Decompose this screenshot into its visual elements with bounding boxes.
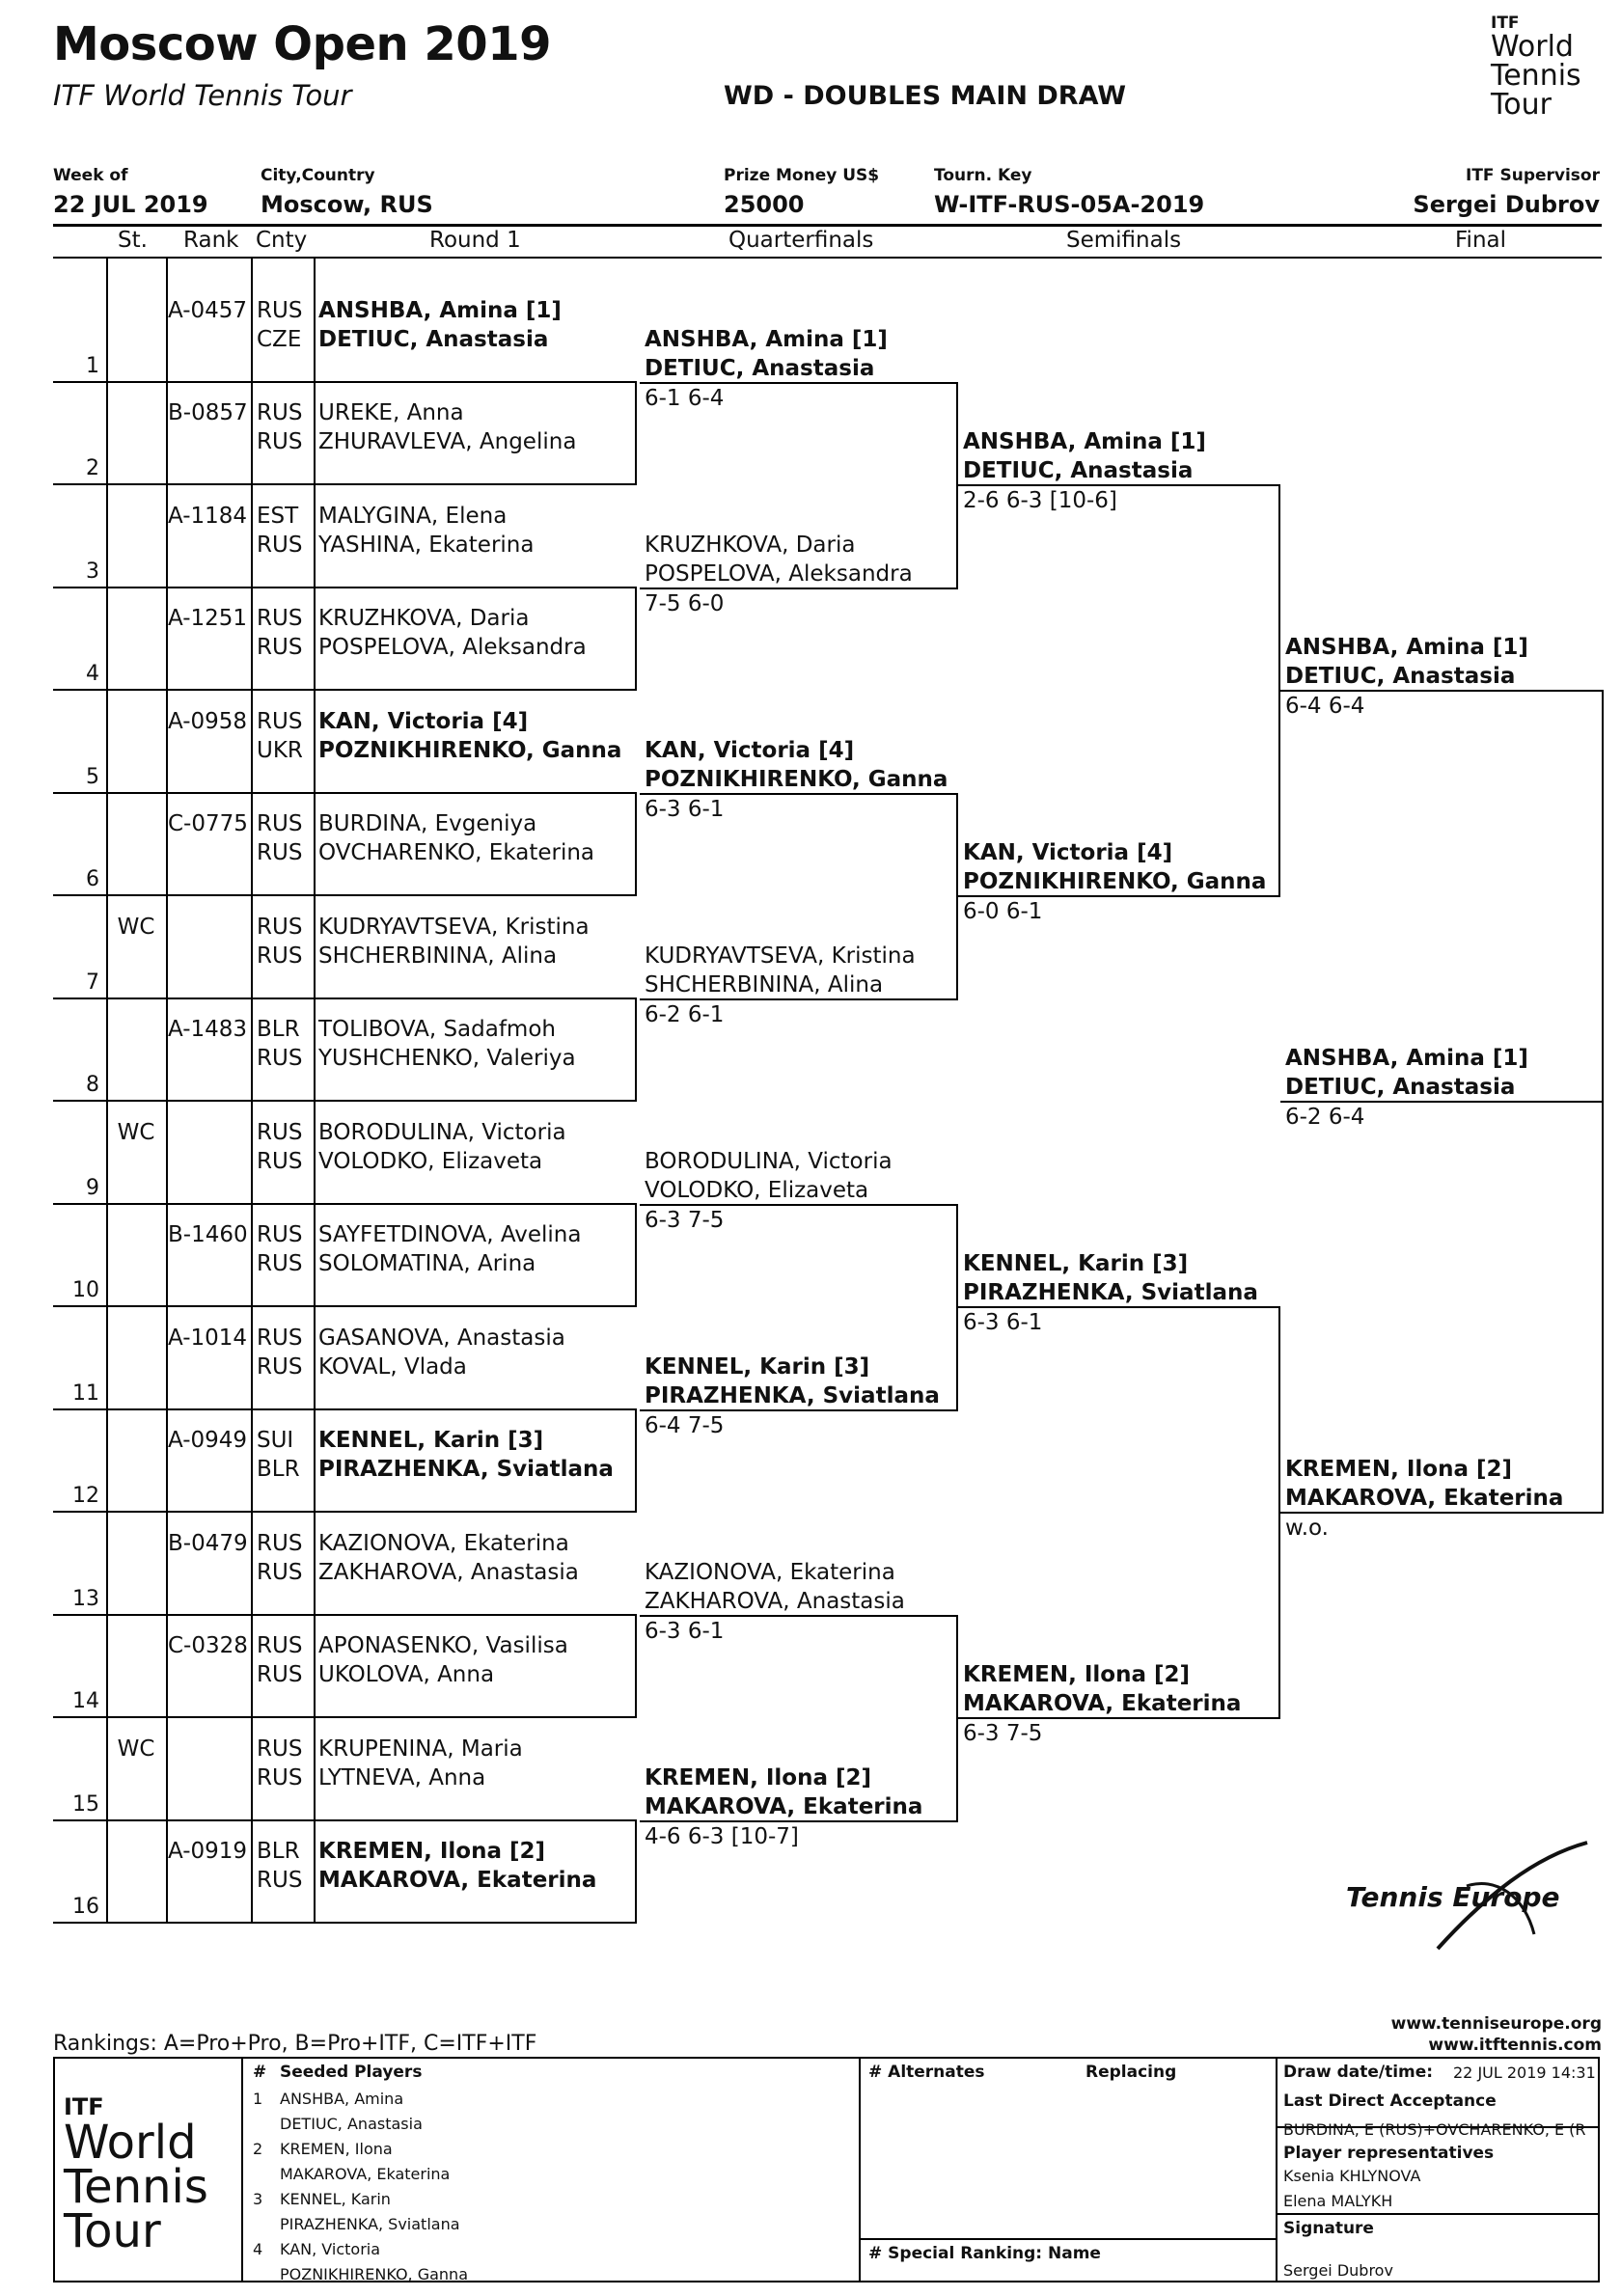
entry-row-line (53, 381, 637, 383)
entry-country-2: RUS (257, 1046, 303, 1071)
entry-country-2: RUS (257, 1353, 303, 1380)
week-value: 22 JUL 2019 (53, 191, 208, 218)
entry-player-2[interactable]: POSPELOVA, Aleksandra (318, 635, 587, 660)
entry-rank: A-0457 (168, 297, 248, 323)
final-player-1[interactable]: ANSHBA, Amina [1] (1285, 635, 1528, 660)
entry-rank: A-1251 (168, 606, 248, 631)
sf-line (958, 484, 1280, 486)
entry-player-1[interactable]: APONASENKO, Vasilisa (318, 1633, 568, 1658)
logo-line3: Tour (1491, 88, 1552, 122)
entry-country-1: RUS (257, 914, 303, 940)
qf-score: 6-1 6-4 (645, 385, 725, 411)
entry-row-line (53, 1203, 637, 1205)
entry-player-1[interactable]: KRUZHKOVA, Daria (318, 606, 530, 631)
entry-number: 16 (72, 1895, 99, 1919)
entry-number: 10 (72, 1278, 99, 1302)
qf-score: 6-4 7-5 (645, 1412, 725, 1438)
final-line (1280, 690, 1604, 692)
entry-country-2: RUS (257, 635, 303, 660)
sf-score: 6-3 6-1 (963, 1310, 1043, 1335)
tourn-key-label: Tourn. Key (934, 166, 1032, 185)
reps-label: Player representatives (1283, 2144, 1495, 2163)
winner-player-2[interactable]: DETIUC, Anastasia (1285, 1075, 1516, 1100)
entry-player-2[interactable]: LYTNEVA, Anna (318, 1764, 486, 1790)
qf-player-1[interactable]: ANSHBA, Amina [1] (645, 326, 888, 352)
draw-name: WD - DOUBLES MAIN DRAW (724, 81, 1127, 111)
seed-number: 4 (253, 2240, 263, 2258)
entry-rank: A-0949 (168, 1428, 248, 1453)
qf-player-1[interactable]: KRUZHKOVA, Daria (645, 532, 856, 558)
qf-player-2[interactable]: POSPELOVA, Aleksandra (645, 560, 913, 587)
entry-country-2: RUS (257, 1662, 303, 1687)
last-direct-label: Last Direct Acceptance (1283, 2091, 1497, 2111)
entry-number: 3 (86, 559, 99, 584)
qf-line (640, 1409, 958, 1411)
entry-country-2: CZE (257, 326, 302, 352)
entry-player-1[interactable]: GASANOVA, Anastasia (318, 1325, 565, 1351)
tournament-title: Moscow Open 2019 (53, 17, 551, 71)
round1-connector (635, 999, 637, 1103)
itf-footer-logo (64, 2093, 247, 2258)
winner-player-1[interactable]: ANSHBA, Amina [1] (1285, 1046, 1528, 1071)
footer-logo-itf: ITF (64, 2093, 104, 2120)
footer-divider-3 (1276, 2057, 1278, 2282)
qf-player-2[interactable]: SHCHERBININA, Alina (645, 971, 884, 998)
itf-world-tennis-tour-logo (1491, 14, 1607, 120)
entry-row-line (53, 1922, 637, 1924)
draw-datetime-value: 22 JUL 2019 14:31 (1453, 2064, 1596, 2082)
entry-player-1[interactable]: BORODULINA, Victoria (318, 1119, 566, 1145)
qf-line (640, 1820, 958, 1822)
entry-row-line (53, 1408, 637, 1410)
footer-logo-line1: World (64, 2116, 197, 2170)
qf-line (640, 1615, 958, 1617)
entry-country-1: RUS (257, 400, 303, 425)
entry-row-line (53, 792, 637, 794)
special-ranking-header: # Special Ranking: Name (868, 2244, 1101, 2263)
qf-line (640, 382, 958, 384)
round1-connector (635, 588, 637, 692)
entry-row-line (53, 1819, 637, 1821)
qf-score: 6-3 6-1 (645, 796, 725, 822)
col-header-final: Final (1455, 228, 1507, 253)
sf-player-1[interactable]: KENNEL, Karin [3] (963, 1251, 1189, 1276)
round1-connector (635, 1821, 637, 1925)
replacing-header: Replacing (1085, 2063, 1177, 2082)
url-itftennis[interactable]: www.itftennis.com (1428, 2036, 1602, 2055)
sf-score: 2-6 6-3 [10-6] (963, 488, 1117, 513)
entry-row-line (53, 1511, 637, 1513)
seed-number: 3 (253, 2190, 263, 2208)
column-header-divider (53, 257, 1602, 259)
entry-rank: A-0919 (168, 1839, 248, 1864)
tourn-key-value: W-ITF-RUS-05A-2019 (934, 191, 1205, 218)
entry-country-1: EST (257, 503, 299, 529)
col-header-cnty: Cnty (256, 228, 308, 253)
entry-player-1[interactable]: KRUPENINA, Maria (318, 1736, 523, 1762)
entry-rank: C-0775 (168, 811, 248, 836)
entry-country-2: RUS (257, 1148, 303, 1174)
qf-line (640, 1204, 958, 1206)
qf-player-1[interactable]: BORODULINA, Victoria (645, 1148, 893, 1174)
prize-label: Prize Money US$ (724, 166, 880, 185)
col-header-st: St. (118, 228, 148, 253)
qf-score: 6-3 6-1 (645, 1618, 725, 1644)
grid-col-divider-0 (106, 259, 108, 1924)
entry-number: 9 (86, 1175, 99, 1200)
winner-score: 6-2 6-4 (1285, 1105, 1365, 1130)
tennis-europe-swoosh-icon (1428, 1838, 1592, 1954)
entry-country-1: BLR (257, 1017, 300, 1042)
entry-country-1: RUS (257, 1530, 303, 1556)
qf-player-2[interactable]: POZNIKHIRENKO, Ganna (645, 766, 948, 792)
entry-country-1: BLR (257, 1839, 300, 1864)
entry-number: 6 (86, 867, 99, 891)
qf-player-1[interactable]: KAZIONOVA, Ekaterina (645, 1559, 895, 1585)
entry-player-2[interactable]: PIRAZHENKA, Sviatlana (318, 1457, 614, 1482)
final-line (1280, 1512, 1604, 1514)
qf-player-2[interactable]: VOLODKO, Elizaveta (645, 1177, 869, 1203)
sf-player-1[interactable]: ANSHBA, Amina [1] (963, 429, 1206, 454)
sf-score: 6-0 6-1 (963, 899, 1043, 924)
entry-row-line (53, 689, 637, 691)
seed-player: MAKAROVA, Ekaterina (280, 2165, 451, 2183)
entry-country-2: RUS (257, 429, 303, 454)
entry-rank: B-1460 (168, 1222, 248, 1247)
entry-country-1: RUS (257, 811, 303, 836)
entry-player-1[interactable]: KUDRYAVTSEVA, Kristina (318, 914, 590, 940)
entry-row-line (53, 1305, 637, 1307)
entry-rank: B-0857 (168, 400, 248, 425)
entry-player-1[interactable]: KREMEN, Ilona [2] (318, 1839, 546, 1864)
seed-player: DETIUC, Anastasia (280, 2115, 423, 2133)
entry-country-1: RUS (257, 1325, 303, 1351)
entry-player-2[interactable]: SOLOMATINA, Arina (318, 1251, 536, 1276)
entry-player-1[interactable]: KENNEL, Karin [3] (318, 1428, 544, 1453)
logo-line1: World (1491, 30, 1574, 64)
qf-player-1[interactable]: KREMEN, Ilona [2] (645, 1764, 872, 1790)
seed-player: KAN, Victoria (280, 2240, 381, 2258)
sf-line (958, 1717, 1280, 1719)
entry-country-2: RUS (257, 1251, 303, 1276)
entry-status: WC (117, 1736, 155, 1762)
entry-rank: A-0958 (168, 708, 248, 734)
entry-country-1: RUS (257, 1736, 303, 1762)
sf-line (958, 1306, 1280, 1308)
rep-1: Ksenia KHLYNOVA (1283, 2167, 1421, 2185)
rep-2: Elena MALYKH (1283, 2192, 1393, 2210)
qf-player-1[interactable]: KENNEL, Karin [3] (645, 1353, 870, 1380)
entry-country-1: RUS (257, 1119, 303, 1145)
round1-connector (635, 1616, 637, 1719)
col-header-round1: Round 1 (429, 228, 521, 253)
entry-player-2[interactable]: KOVAL, Vlada (318, 1353, 467, 1380)
entry-player-1[interactable]: ANSHBA, Amina [1] (318, 297, 562, 323)
qf-score: 6-3 7-5 (645, 1207, 725, 1233)
entry-row-line (53, 483, 637, 485)
qf-score: 4-6 6-3 [10-7] (645, 1823, 799, 1849)
qf-line (640, 793, 958, 795)
entry-number: 4 (86, 662, 99, 686)
prize-value: 25000 (724, 191, 805, 218)
entry-status: WC (117, 1119, 155, 1145)
col-header-rank: Rank (183, 228, 239, 253)
qf-player-2[interactable]: MAKAROVA, Ekaterina (645, 1793, 923, 1819)
entry-country-1: SUI (257, 1428, 294, 1453)
signature-value: Sergei Dubrov (1283, 2261, 1393, 2280)
entry-number: 14 (72, 1689, 99, 1713)
last-direct-value: BURDINA, E (RUS)+OVCHARENKO, E (R (1283, 2120, 1586, 2139)
city-value: Moscow, RUS (261, 191, 433, 218)
entry-player-2[interactable]: POZNIKHIRENKO, Ganna (318, 737, 622, 763)
tournament-subtitle: ITF World Tennis Tour (53, 79, 352, 112)
entry-player-2[interactable]: OVCHARENKO, Ekaterina (318, 840, 595, 865)
footer-logo-line2: Tennis (64, 2160, 208, 2214)
qf-score: 6-2 6-1 (645, 1001, 725, 1027)
sf-player-1[interactable]: KREMEN, Ilona [2] (963, 1662, 1191, 1687)
entry-row-line (53, 894, 637, 896)
qf-player-1[interactable]: KAN, Victoria [4] (645, 737, 855, 763)
qf-player-1[interactable]: KUDRYAVTSEVA, Kristina (645, 943, 916, 969)
seeded-header: Seeded Players (280, 2063, 423, 2082)
grid-col-divider-3 (314, 259, 316, 1924)
entry-player-1[interactable]: BURDINA, Evgeniya (318, 811, 537, 836)
footer-divider-2 (859, 2057, 861, 2282)
alternates-header: # Alternates (868, 2063, 985, 2082)
final-score: 6-4 6-4 (1285, 694, 1365, 719)
entry-rank: A-1014 (168, 1325, 248, 1351)
qf-player-2[interactable]: ZAKHAROVA, Anastasia (645, 1588, 905, 1614)
rankings-legend: Rankings: A=Pro+Pro, B=Pro+ITF, C=ITF+ITF (53, 2032, 537, 2056)
week-label: Week of (53, 166, 128, 185)
tennis-europe-text: Tennis Europe (1346, 1881, 1560, 1913)
entry-status: WC (117, 914, 155, 940)
entry-country-2: UKR (257, 737, 303, 763)
entry-country-2: RUS (257, 1764, 303, 1790)
sf-player-2[interactable]: DETIUC, Anastasia (963, 458, 1194, 483)
entry-player-2[interactable]: DETIUC, Anastasia (318, 326, 549, 352)
entry-player-2[interactable]: ZAKHAROVA, Anastasia (318, 1559, 579, 1585)
entry-number: 11 (72, 1380, 99, 1406)
seed-player: KREMEN, Ilona (280, 2140, 393, 2158)
winner-line (1280, 1101, 1602, 1103)
entry-player-2[interactable]: YASHINA, Ekaterina (318, 532, 535, 558)
supervisor-label: ITF Supervisor (1466, 166, 1600, 185)
entry-number: 1 (86, 353, 99, 378)
entry-player-1[interactable]: TOLIBOVA, Sadafmoh (318, 1017, 556, 1042)
supervisor-value: Sergei Dubrov (1413, 191, 1600, 218)
sf-line (958, 895, 1280, 897)
grid-col-divider-2 (251, 259, 253, 1924)
entry-number: 7 (86, 970, 99, 995)
final-player-2[interactable]: DETIUC, Anastasia (1285, 664, 1516, 689)
round1-connector (635, 794, 637, 897)
entry-row-line (53, 1614, 637, 1616)
entry-number: 8 (86, 1073, 99, 1097)
final-score: w.o. (1285, 1516, 1329, 1541)
sf-player-1[interactable]: KAN, Victoria [4] (963, 840, 1173, 865)
entry-row-line (53, 998, 637, 999)
entry-country-2: RUS (257, 840, 303, 865)
entry-player-2[interactable]: VOLODKO, Elizaveta (318, 1148, 543, 1174)
entry-player-2[interactable]: ZHURAVLEVA, Angelina (318, 429, 577, 454)
entry-country-1: RUS (257, 708, 303, 734)
seed-player: PIRAZHENKA, Sviatlana (280, 2215, 460, 2233)
city-label: City,Country (261, 166, 375, 185)
entry-country-2: RUS (257, 943, 303, 969)
qf-score: 7-5 6-0 (645, 590, 725, 616)
seed-number: 2 (253, 2140, 263, 2158)
entry-country-1: RUS (257, 1633, 303, 1658)
footer-divider-special (859, 2238, 1276, 2240)
entry-player-1[interactable]: KAZIONOVA, Ekaterina (318, 1530, 569, 1556)
entry-rank: C-0328 (168, 1633, 248, 1658)
logo-line2: Tennis (1491, 59, 1581, 93)
entry-country-1: RUS (257, 1222, 303, 1247)
draw-datetime-label: Draw date/time: (1283, 2063, 1434, 2082)
round1-connector (635, 383, 637, 486)
col-header-quarterfinals: Quarterfinals (728, 228, 874, 253)
entry-row-line (53, 1716, 637, 1718)
entry-rank: A-1483 (168, 1017, 248, 1042)
entry-player-2[interactable]: SHCHERBININA, Alina (318, 943, 558, 969)
entry-country-2: RUS (257, 1868, 303, 1893)
seed-player: KENNEL, Karin (280, 2190, 391, 2208)
col-header-semifinals: Semifinals (1066, 228, 1182, 253)
entry-player-2[interactable]: UKOLOVA, Anna (318, 1662, 495, 1687)
entry-country-2: RUS (257, 1559, 303, 1585)
entry-player-2[interactable]: MAKAROVA, Ekaterina (318, 1868, 597, 1893)
entry-country-2: RUS (257, 532, 303, 558)
entry-country-1: RUS (257, 606, 303, 631)
seeded-hash: # (253, 2063, 267, 2082)
qf-line (640, 588, 958, 589)
entry-number: 15 (72, 1791, 99, 1817)
entry-rank: B-0479 (168, 1530, 248, 1556)
entry-player-1[interactable]: UREKE, Anna (318, 400, 464, 425)
seed-player: ANSHBA, Amina (280, 2090, 404, 2108)
sf-score: 6-3 7-5 (963, 1721, 1043, 1746)
seed-player: POZNIKHIRENKO, Ganna (280, 2265, 468, 2283)
signature-label: Signature (1283, 2219, 1374, 2238)
seed-number: 1 (253, 2090, 263, 2108)
entry-number: 13 (72, 1586, 99, 1611)
round1-connector (635, 1205, 637, 1308)
url-tenniseurope[interactable]: www.tenniseurope.org (1390, 2014, 1602, 2034)
entry-player-1[interactable]: MALYGINA, Elena (318, 503, 508, 529)
qf-line (640, 998, 958, 1000)
entry-row-line (53, 1100, 637, 1102)
footer-divider-reps (1276, 2213, 1600, 2215)
round1-connector (635, 1410, 637, 1514)
final-player-2[interactable]: MAKAROVA, Ekaterina (1285, 1486, 1564, 1511)
final-player-1[interactable]: KREMEN, Ilona [2] (1285, 1457, 1513, 1482)
entry-country-1: RUS (257, 297, 303, 323)
qf-player-2[interactable]: PIRAZHENKA, Sviatlana (645, 1382, 940, 1408)
footer-logo-line3: Tour (64, 2204, 161, 2258)
entry-player-1[interactable]: SAYFETDINOVA, Avelina (318, 1222, 582, 1247)
header-divider (53, 224, 1602, 227)
entry-number: 12 (72, 1484, 99, 1508)
entry-rank: A-1184 (168, 503, 248, 529)
entry-number: 5 (86, 764, 99, 789)
qf-player-2[interactable]: DETIUC, Anastasia (645, 355, 875, 381)
sf-player-2[interactable]: PIRAZHENKA, Sviatlana (963, 1280, 1258, 1305)
sf-player-2[interactable]: MAKAROVA, Ekaterina (963, 1691, 1242, 1716)
sf-player-2[interactable]: POZNIKHIRENKO, Ganna (963, 869, 1267, 894)
final-connector (1602, 691, 1604, 1513)
entry-number: 2 (86, 456, 99, 480)
entry-player-2[interactable]: YUSHCHENKO, Valeriya (318, 1046, 576, 1071)
entry-country-2: BLR (257, 1457, 300, 1482)
entry-row-line (53, 587, 637, 588)
logo-itf-text: ITF (1491, 14, 1520, 33)
entry-player-1[interactable]: KAN, Victoria [4] (318, 708, 529, 734)
